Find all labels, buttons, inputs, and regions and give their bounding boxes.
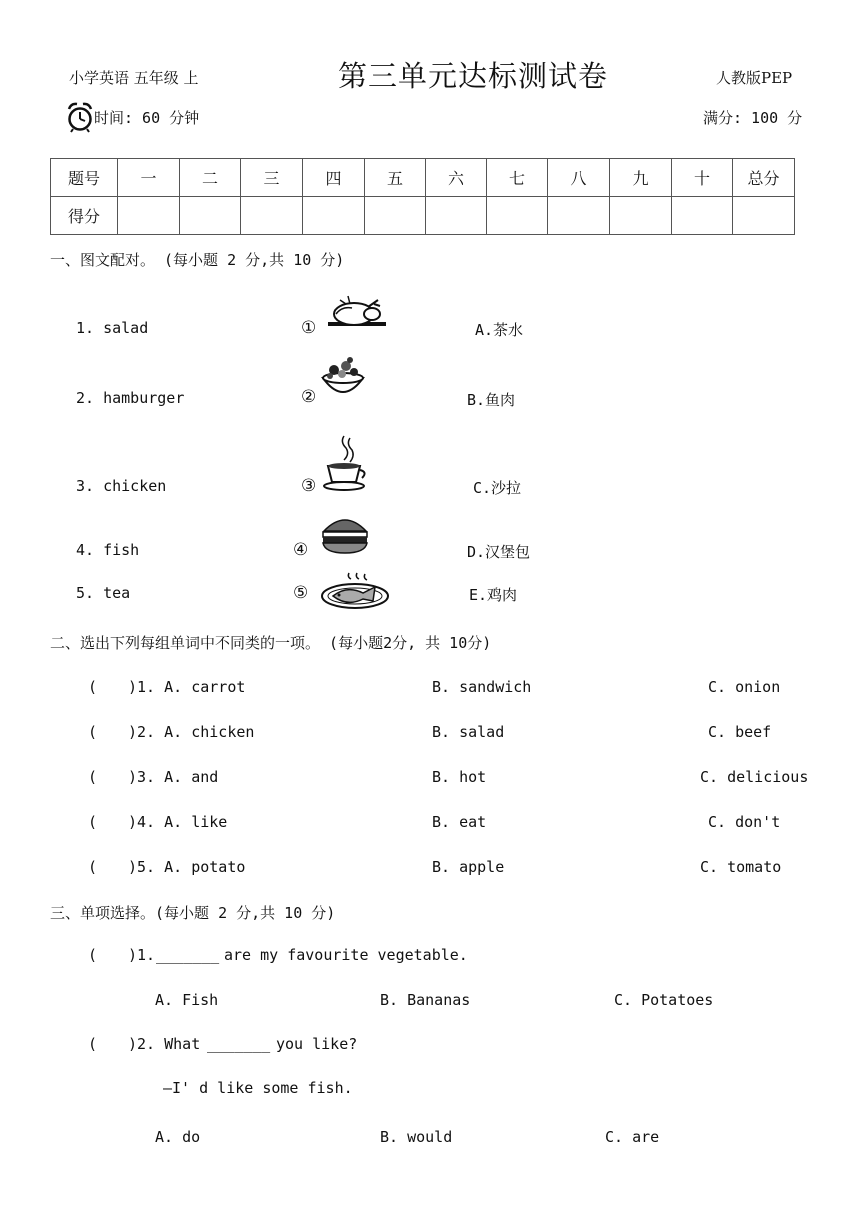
score-cell[interactable] [610,197,672,235]
salad-bowl-icon [320,356,366,408]
question-text: are my favourite vegetable. [224,946,468,964]
header-cell: 三 [241,159,303,197]
header-cell: 七 [487,159,548,197]
question-number: )2. What [128,1035,201,1053]
match-word: 2. hamburger [76,389,185,407]
header-cell: 总分 [733,159,795,197]
score-table-score-row [51,197,795,235]
fish-plate-icon [319,571,391,615]
subject-label: 小学英语 五年级 上 [69,69,199,87]
match-number: ④ [293,540,309,560]
option-c: C. Potatoes [614,991,714,1009]
option-b: B. eat [432,813,487,831]
question-option-a: )3. A. and [128,768,219,786]
option-b: B. apple [432,858,505,876]
option-c: C. onion [708,678,781,696]
option-b: B. sandwich [432,678,532,696]
match-chinese: B.鱼肉 [467,391,516,409]
answer-paren: ( [88,678,98,696]
answer-paren: ( [88,858,98,876]
option-b: B. salad [432,723,505,741]
answer-blank: _______ [207,1035,271,1053]
match-number: ① [301,318,317,338]
score-cell[interactable] [487,197,548,235]
page-title: 第三单元达标测试卷 [338,59,609,93]
match-word: 5. tea [76,584,131,602]
match-chinese: E.鸡肉 [469,586,518,604]
option-b: B. hot [432,768,487,786]
option-c: C. tomato [700,858,782,876]
option-b: B. would [380,1128,453,1146]
header-cell: 十 [672,159,733,197]
score-table-header-row [51,159,795,197]
score-cell[interactable] [672,197,733,235]
option-a: A. do [155,1128,201,1146]
header-cell: 五 [365,159,426,197]
question-text: you like? [276,1035,358,1053]
score-cell[interactable] [426,197,487,235]
answer-paren: ( [88,768,98,786]
match-word: 3. chicken [76,477,167,495]
score-cell[interactable] [180,197,241,235]
dialogue-answer: —I' d like some fish. [163,1079,353,1097]
option-c: C. are [605,1128,660,1146]
answer-paren: ( [88,946,98,964]
score-table [50,158,795,235]
question-option-a: )2. A. chicken [128,723,255,741]
roast-chicken-icon [326,292,388,338]
match-chinese: D.汉堡包 [467,543,531,561]
section1-heading: 一、图文配对。 (每小题 2 分,共 10 分) [50,251,345,269]
score-cell[interactable] [733,197,795,235]
match-number: ② [301,387,317,407]
section2-heading: 二、选出下列每组单词中不同类的一项。 (每小题2分, 共 10分) [50,634,492,652]
option-c: C. delicious [700,768,809,786]
score-cell[interactable] [118,197,180,235]
header-cell: 八 [548,159,610,197]
header-cell: 一 [118,159,180,197]
tea-cup-icon [322,434,370,498]
answer-paren: ( [88,723,98,741]
question-option-a: )1. A. carrot [128,678,246,696]
option-c: C. beef [708,723,772,741]
header-cell: 二 [180,159,241,197]
option-a: A. Fish [155,991,219,1009]
header-cell: 六 [426,159,487,197]
match-chinese: C.沙拉 [473,479,522,497]
exam-time: 时间: 60 分钟 [94,109,200,127]
hamburger-icon [320,513,370,561]
header-cell: 九 [610,159,672,197]
full-score: 满分: 100 分 [703,109,803,127]
match-number: ⑤ [293,583,309,603]
answer-blank: _______ [156,946,220,964]
question-option-a: )4. A. like [128,813,228,831]
question-option-a: )5. A. potato [128,858,246,876]
match-word: 4. fish [76,541,140,559]
match-number: ③ [301,476,317,496]
score-row-label: 得分 [51,197,118,235]
edition-label: 人教版PEP [716,69,793,87]
score-cell[interactable] [548,197,610,235]
question-number: )1. [128,946,156,964]
option-b: B. Bananas [380,991,471,1009]
match-chinese: A.茶水 [475,321,524,339]
match-word: 1. salad [76,319,149,337]
option-c: C. don't [708,813,781,831]
header-cell: 题号 [51,159,118,197]
answer-paren: ( [88,813,98,831]
section3-heading: 三、单项选择。(每小题 2 分,共 10 分) [50,904,336,922]
score-cell[interactable] [241,197,303,235]
score-cell[interactable] [303,197,365,235]
score-cell[interactable] [365,197,426,235]
alarm-clock-icon [66,101,94,137]
header-cell: 四 [303,159,365,197]
answer-paren: ( [88,1035,98,1053]
